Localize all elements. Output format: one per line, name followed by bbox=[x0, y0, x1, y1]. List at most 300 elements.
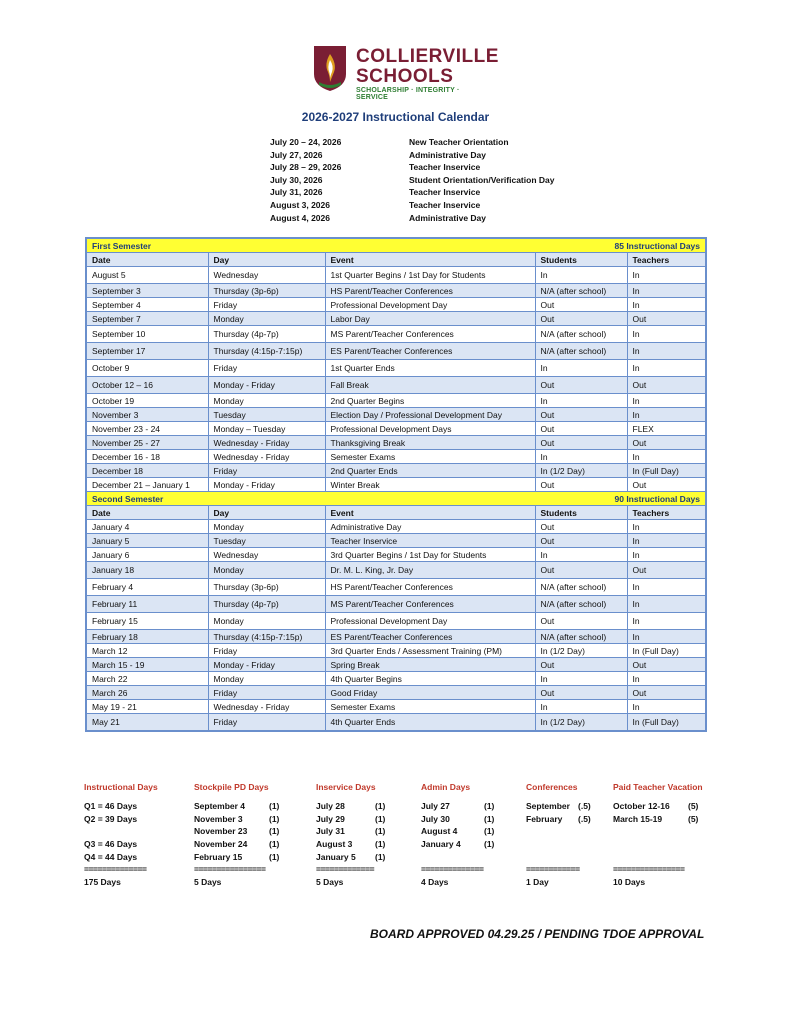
event-cell: MS Parent/Teacher Conferences bbox=[325, 326, 535, 343]
event-cell: Semester Exams bbox=[325, 700, 535, 714]
summary-line bbox=[613, 826, 718, 839]
shield-logo-icon bbox=[311, 44, 349, 92]
teachers-cell: In bbox=[627, 579, 706, 596]
event-cell: 3rd Quarter Begins / 1st Day for Students bbox=[325, 548, 535, 562]
key-date-row bbox=[270, 175, 554, 188]
summary-heading: Conferences bbox=[526, 782, 578, 792]
summary-line bbox=[316, 801, 421, 814]
date-cell: August 5 bbox=[86, 267, 208, 284]
day-cell: Thursday (4:15p-7:15p) bbox=[208, 630, 325, 644]
date-cell: September 10 bbox=[86, 326, 208, 343]
day-cell: Wednesday bbox=[208, 267, 325, 284]
students-cell: N/A (after school) bbox=[535, 579, 627, 596]
students-cell: In (1/2 Day) bbox=[535, 644, 627, 658]
summary-value: (1) bbox=[375, 813, 386, 824]
students-cell: N/A (after school) bbox=[535, 596, 627, 613]
summary-heading: Stockpile PD Days bbox=[194, 782, 269, 792]
day-cell: Monday – Tuesday bbox=[208, 422, 325, 436]
teachers-cell: In bbox=[627, 613, 706, 630]
table-row bbox=[86, 326, 706, 343]
semester-name: Second Semester bbox=[92, 493, 164, 504]
students-cell: Out bbox=[535, 377, 627, 394]
summary-value: (1) bbox=[269, 851, 280, 862]
day-cell: Friday bbox=[208, 464, 325, 478]
summary-line bbox=[421, 839, 526, 852]
summary-line bbox=[194, 826, 299, 839]
summary-line bbox=[421, 801, 526, 814]
teachers-cell: Out bbox=[627, 312, 706, 326]
logo-wordmark-line1: COLLIERVILLE bbox=[356, 46, 499, 67]
summary-line bbox=[84, 814, 189, 827]
table-row bbox=[86, 450, 706, 464]
column-header: Day bbox=[208, 506, 325, 520]
summary-label: September bbox=[526, 801, 570, 811]
key-date: July 27, 2026 bbox=[270, 149, 323, 160]
date-cell: September 4 bbox=[86, 298, 208, 312]
students-cell: Out bbox=[535, 298, 627, 312]
teachers-cell: In bbox=[627, 450, 706, 464]
students-cell: In bbox=[535, 700, 627, 714]
teachers-cell: In (Full Day) bbox=[627, 714, 706, 732]
table-row bbox=[86, 714, 706, 732]
date-cell: March 22 bbox=[86, 672, 208, 686]
page-title: 2026-2027 Instructional Calendar bbox=[301, 110, 490, 124]
teachers-cell: FLEX bbox=[627, 422, 706, 436]
day-cell: Thursday (4p-7p) bbox=[208, 596, 325, 613]
event-cell: Teacher Inservice bbox=[325, 534, 535, 548]
day-cell: Friday bbox=[208, 298, 325, 312]
date-cell: January 4 bbox=[86, 520, 208, 534]
date-cell: February 11 bbox=[86, 596, 208, 613]
summary-line bbox=[316, 852, 421, 865]
date-cell: March 12 bbox=[86, 644, 208, 658]
event-cell: 4th Quarter Ends bbox=[325, 714, 535, 732]
event-cell: 2nd Quarter Begins bbox=[325, 394, 535, 408]
students-cell: In bbox=[535, 267, 627, 284]
day-cell: Monday - Friday bbox=[208, 658, 325, 672]
day-cell: Tuesday bbox=[208, 534, 325, 548]
key-date-event: Teacher Inservice bbox=[409, 187, 481, 198]
summary-label: August 3 bbox=[316, 839, 353, 850]
summary-column-instructional bbox=[84, 782, 189, 890]
day-cell: Monday bbox=[208, 520, 325, 534]
table-row bbox=[86, 630, 706, 644]
semester-header bbox=[86, 238, 706, 253]
teachers-cell: In bbox=[627, 534, 706, 548]
summary-line bbox=[84, 839, 189, 852]
date-cell: May 19 - 21 bbox=[86, 700, 208, 714]
summary-label: July 30 bbox=[421, 813, 450, 824]
summary-label: January 5 bbox=[316, 851, 356, 862]
column-header: Day bbox=[208, 253, 325, 267]
students-cell: Out bbox=[535, 658, 627, 672]
summary-total: 5 Days bbox=[194, 877, 222, 888]
summary-total: 4 Days bbox=[421, 877, 449, 888]
column-header: Event bbox=[325, 506, 535, 520]
date-cell: March 15 - 19 bbox=[86, 658, 208, 672]
table-row bbox=[86, 686, 706, 700]
table-row bbox=[86, 596, 706, 613]
teachers-cell: In bbox=[627, 326, 706, 343]
table-row bbox=[86, 298, 706, 312]
teachers-cell: In (Full Day) bbox=[627, 644, 706, 658]
key-date-row bbox=[270, 213, 554, 226]
date-cell: September 17 bbox=[86, 343, 208, 360]
key-date: July 20 – 24, 2026 bbox=[270, 137, 342, 147]
date-cell: February 4 bbox=[86, 579, 208, 596]
teachers-cell: In bbox=[627, 548, 706, 562]
date-cell: May 21 bbox=[86, 714, 208, 732]
summary-separator: ============= bbox=[316, 864, 375, 875]
date-cell: January 6 bbox=[86, 548, 208, 562]
teachers-cell: In bbox=[627, 360, 706, 377]
summary-label: October 12-16 bbox=[613, 801, 670, 811]
summary-value: (1) bbox=[375, 826, 386, 837]
summary-line bbox=[613, 839, 718, 852]
table-row bbox=[86, 267, 706, 284]
teachers-cell: In bbox=[627, 267, 706, 284]
summary-value: (1) bbox=[269, 826, 280, 837]
summary-value: (5) bbox=[688, 801, 699, 811]
calendar-table bbox=[85, 237, 707, 732]
key-date: July 28 – 29, 2026 bbox=[270, 162, 342, 173]
summary-heading: Inservice Days bbox=[316, 782, 376, 792]
summary-line bbox=[421, 814, 526, 827]
date-cell: February 18 bbox=[86, 630, 208, 644]
key-date-event: Administrative Day bbox=[409, 212, 486, 223]
column-header: Date bbox=[86, 506, 208, 520]
key-date-event: Administrative Day bbox=[409, 149, 486, 160]
table-row bbox=[86, 700, 706, 714]
key-date: July 30, 2026 bbox=[270, 174, 323, 185]
day-cell: Wednesday - Friday bbox=[208, 450, 325, 464]
table-row bbox=[86, 520, 706, 534]
teachers-cell: Out bbox=[627, 436, 706, 450]
day-cell: Monday - Friday bbox=[208, 377, 325, 394]
table-row bbox=[86, 672, 706, 686]
event-cell: Professional Development Day bbox=[325, 298, 535, 312]
summary-value: (1) bbox=[375, 839, 386, 850]
key-date-event: Student Orientation/Verification Day bbox=[409, 174, 555, 185]
table-row bbox=[86, 360, 706, 377]
table-row bbox=[86, 422, 706, 436]
summary-separator: ================ bbox=[194, 864, 266, 875]
summary-total: 5 Days bbox=[316, 877, 344, 888]
summary-column-vacation bbox=[613, 782, 718, 890]
event-cell: 2nd Quarter Ends bbox=[325, 464, 535, 478]
table-row bbox=[86, 312, 706, 326]
event-cell: Fall Break bbox=[325, 377, 535, 394]
event-cell: Administrative Day bbox=[325, 520, 535, 534]
summary-label: August 4 bbox=[421, 826, 458, 837]
summary-label: September 4 bbox=[194, 801, 246, 811]
summary-label: Q2 = 39 Days bbox=[84, 813, 138, 824]
table-row bbox=[86, 343, 706, 360]
summary-total: 1 Day bbox=[526, 877, 549, 888]
summary-label: January 4 bbox=[421, 839, 461, 850]
date-cell: December 21 – January 1 bbox=[86, 478, 208, 492]
day-cell: Thursday (3p-6p) bbox=[208, 284, 325, 298]
summary-label: Q3 = 46 Days bbox=[84, 839, 138, 850]
students-cell: In (1/2 Day) bbox=[535, 464, 627, 478]
summary-heading: Admin Days bbox=[421, 782, 471, 792]
summary-line bbox=[316, 814, 421, 827]
key-dates-list bbox=[270, 137, 554, 225]
event-cell: Semester Exams bbox=[325, 450, 535, 464]
approval-footer: BOARD APPROVED 04.29.25 / PENDING TDOE APPROVAL bbox=[370, 927, 705, 941]
key-date: August 4, 2026 bbox=[270, 212, 330, 223]
key-date-row bbox=[270, 187, 554, 200]
summary-line bbox=[194, 801, 299, 814]
summary-line bbox=[421, 852, 526, 865]
students-cell: Out bbox=[535, 436, 627, 450]
summary-total: 10 Days bbox=[613, 877, 646, 888]
summary-line bbox=[84, 826, 189, 839]
summary-total: 175 Days bbox=[84, 877, 121, 888]
summary-value: (1) bbox=[269, 813, 280, 824]
key-date-row bbox=[270, 162, 554, 175]
summary-separator: ============== bbox=[421, 864, 484, 875]
summary-line bbox=[84, 852, 189, 865]
day-cell: Monday bbox=[208, 312, 325, 326]
event-cell: Professional Development Days bbox=[325, 422, 535, 436]
semester-header-row bbox=[86, 238, 706, 253]
teachers-cell: Out bbox=[627, 658, 706, 672]
date-cell: October 9 bbox=[86, 360, 208, 377]
column-header-row bbox=[86, 506, 706, 520]
date-cell: October 19 bbox=[86, 394, 208, 408]
summary-label: March 15-19 bbox=[613, 813, 663, 824]
event-cell: Professional Development Day bbox=[325, 613, 535, 630]
date-cell: January 18 bbox=[86, 562, 208, 579]
teachers-cell: In bbox=[627, 672, 706, 686]
day-cell: Friday bbox=[208, 714, 325, 732]
day-cell: Thursday (3p-6p) bbox=[208, 579, 325, 596]
summary-value: (.5) bbox=[578, 801, 591, 811]
summary-value: (.5) bbox=[578, 813, 591, 824]
summary-column-stockpile bbox=[194, 782, 299, 890]
key-date-event: Teacher Inservice bbox=[409, 199, 481, 210]
table-row bbox=[86, 548, 706, 562]
summary-separator: ============ bbox=[526, 864, 580, 875]
date-cell: December 18 bbox=[86, 464, 208, 478]
event-cell: Election Day / Professional Development Day bbox=[325, 408, 535, 422]
date-cell: September 3 bbox=[86, 284, 208, 298]
date-cell: November 23 - 24 bbox=[86, 422, 208, 436]
summary-value: (1) bbox=[269, 801, 280, 811]
logo-tagline: SCHOLARSHIP · INTEGRITY · SERVICE bbox=[356, 87, 460, 101]
students-cell: In bbox=[535, 394, 627, 408]
event-cell: HS Parent/Teacher Conferences bbox=[325, 284, 535, 298]
column-header: Students bbox=[535, 506, 627, 520]
teachers-cell: In bbox=[627, 298, 706, 312]
event-cell: 1st Quarter Begins / 1st Day for Students bbox=[325, 267, 535, 284]
summary-value: (1) bbox=[484, 813, 495, 824]
day-cell: Wednesday - Friday bbox=[208, 436, 325, 450]
teachers-cell: In bbox=[627, 394, 706, 408]
key-date-row bbox=[270, 137, 554, 150]
day-cell: Monday bbox=[208, 394, 325, 408]
teachers-cell: In bbox=[627, 408, 706, 422]
event-cell: Good Friday bbox=[325, 686, 535, 700]
event-cell: Spring Break bbox=[325, 658, 535, 672]
summary-value: (1) bbox=[375, 801, 386, 811]
summary-value: (1) bbox=[269, 839, 280, 850]
students-cell: In (1/2 Day) bbox=[535, 714, 627, 732]
summary-value: (1) bbox=[375, 851, 386, 862]
students-cell: N/A (after school) bbox=[535, 284, 627, 298]
school-logo bbox=[311, 44, 499, 101]
table-row bbox=[86, 436, 706, 450]
event-cell: MS Parent/Teacher Conferences bbox=[325, 596, 535, 613]
date-cell: January 5 bbox=[86, 534, 208, 548]
teachers-cell: In bbox=[627, 284, 706, 298]
summary-label: Q4 = 44 Days bbox=[84, 851, 138, 862]
table-row bbox=[86, 534, 706, 548]
table-row bbox=[86, 579, 706, 596]
summary-column-inservice bbox=[316, 782, 421, 890]
column-header: Teachers bbox=[627, 253, 706, 267]
column-header: Event bbox=[325, 253, 535, 267]
date-cell: December 16 - 18 bbox=[86, 450, 208, 464]
students-cell: Out bbox=[535, 613, 627, 630]
students-cell: Out bbox=[535, 686, 627, 700]
teachers-cell: Out bbox=[627, 686, 706, 700]
event-cell: 3rd Quarter Ends / Assessment Training (PM) bbox=[325, 644, 535, 658]
semester-name: First Semester bbox=[92, 240, 152, 251]
summary-line bbox=[421, 826, 526, 839]
summary-heading: Paid Teacher Vacation bbox=[613, 782, 703, 792]
semester-header bbox=[86, 492, 706, 506]
teachers-cell: In bbox=[627, 520, 706, 534]
students-cell: Out bbox=[535, 562, 627, 579]
summary-label: November 24 bbox=[194, 839, 248, 850]
summary-value: (1) bbox=[484, 839, 495, 850]
students-cell: Out bbox=[535, 478, 627, 492]
summary-line bbox=[613, 852, 718, 865]
day-cell: Monday bbox=[208, 672, 325, 686]
day-cell: Wednesday bbox=[208, 548, 325, 562]
event-cell: ES Parent/Teacher Conferences bbox=[325, 630, 535, 644]
summary-label: Q1 = 46 Days bbox=[84, 801, 138, 811]
summary-line bbox=[194, 852, 299, 865]
day-cell: Friday bbox=[208, 686, 325, 700]
summary-heading: Instructional Days bbox=[84, 782, 158, 792]
column-header: Date bbox=[86, 253, 208, 267]
event-cell: 4th Quarter Begins bbox=[325, 672, 535, 686]
summary-line bbox=[316, 826, 421, 839]
key-date: July 31, 2026 bbox=[270, 187, 323, 198]
teachers-cell: In bbox=[627, 630, 706, 644]
teachers-cell: Out bbox=[627, 377, 706, 394]
semester-header-row bbox=[86, 492, 706, 506]
date-cell: March 26 bbox=[86, 686, 208, 700]
summary-line bbox=[613, 801, 718, 814]
teachers-cell: Out bbox=[627, 562, 706, 579]
summary-separator: ============== bbox=[84, 864, 147, 875]
students-cell: N/A (after school) bbox=[535, 630, 627, 644]
key-date-row bbox=[270, 150, 554, 163]
date-cell: November 25 - 27 bbox=[86, 436, 208, 450]
students-cell: In bbox=[535, 450, 627, 464]
key-date-event: Teacher Inservice bbox=[409, 162, 481, 173]
students-cell: Out bbox=[535, 312, 627, 326]
key-date-event: New Teacher Orientation bbox=[409, 137, 509, 147]
day-cell: Monday - Friday bbox=[208, 478, 325, 492]
summary-label: February bbox=[526, 813, 563, 824]
teachers-cell: In bbox=[627, 596, 706, 613]
day-cell: Thursday (4:15p-7:15p) bbox=[208, 343, 325, 360]
table-row bbox=[86, 377, 706, 394]
key-date-row bbox=[270, 200, 554, 213]
summary-label: July 31 bbox=[316, 826, 345, 837]
table-row bbox=[86, 478, 706, 492]
teachers-cell: Out bbox=[627, 478, 706, 492]
table-row bbox=[86, 562, 706, 579]
students-cell: In bbox=[535, 672, 627, 686]
event-cell: ES Parent/Teacher Conferences bbox=[325, 343, 535, 360]
column-header: Students bbox=[535, 253, 627, 267]
event-cell: Winter Break bbox=[325, 478, 535, 492]
students-cell: In bbox=[535, 548, 627, 562]
logo-wordmark-line2: SCHOOLS bbox=[356, 66, 454, 87]
event-cell: Labor Day bbox=[325, 312, 535, 326]
summary-label: July 28 bbox=[316, 801, 345, 811]
summary-value: (1) bbox=[484, 826, 495, 837]
date-cell: October 12 – 16 bbox=[86, 377, 208, 394]
column-header: Teachers bbox=[627, 506, 706, 520]
summary-line bbox=[194, 814, 299, 827]
summary-value: (5) bbox=[688, 813, 699, 824]
day-cell: Tuesday bbox=[208, 408, 325, 422]
summary-separator: ================ bbox=[613, 864, 685, 875]
students-cell: Out bbox=[535, 520, 627, 534]
summary-line bbox=[84, 801, 189, 814]
students-cell: In bbox=[535, 360, 627, 377]
summary-label: July 27 bbox=[421, 801, 450, 811]
day-cell: Thursday (4p-7p) bbox=[208, 326, 325, 343]
summary-line bbox=[194, 839, 299, 852]
table-row bbox=[86, 644, 706, 658]
day-cell: Monday bbox=[208, 562, 325, 579]
event-cell: Dr. M. L. King, Jr. Day bbox=[325, 562, 535, 579]
students-cell: Out bbox=[535, 408, 627, 422]
table-row bbox=[86, 394, 706, 408]
column-header-row bbox=[86, 253, 706, 267]
event-cell: Thanksgiving Break bbox=[325, 436, 535, 450]
day-cell: Monday bbox=[208, 613, 325, 630]
students-cell: Out bbox=[535, 534, 627, 548]
key-date: August 3, 2026 bbox=[270, 199, 330, 210]
summary-label: February 15 bbox=[194, 851, 243, 862]
table-row bbox=[86, 613, 706, 630]
summary-label: July 29 bbox=[316, 813, 345, 824]
teachers-cell: In (Full Day) bbox=[627, 464, 706, 478]
day-cell: Wednesday - Friday bbox=[208, 700, 325, 714]
summary-column-admin bbox=[421, 782, 526, 890]
event-cell: 1st Quarter Ends bbox=[325, 360, 535, 377]
instructional-days-count: 85 Instructional Days bbox=[614, 240, 701, 251]
students-cell: Out bbox=[535, 422, 627, 436]
teachers-cell: In bbox=[627, 700, 706, 714]
instructional-days-count: 90 Instructional Days bbox=[614, 493, 701, 504]
summary-line bbox=[316, 839, 421, 852]
summary-label: November 23 bbox=[194, 826, 248, 837]
date-cell: February 15 bbox=[86, 613, 208, 630]
table-row bbox=[86, 408, 706, 422]
table-row bbox=[86, 284, 706, 298]
teachers-cell: In bbox=[627, 343, 706, 360]
